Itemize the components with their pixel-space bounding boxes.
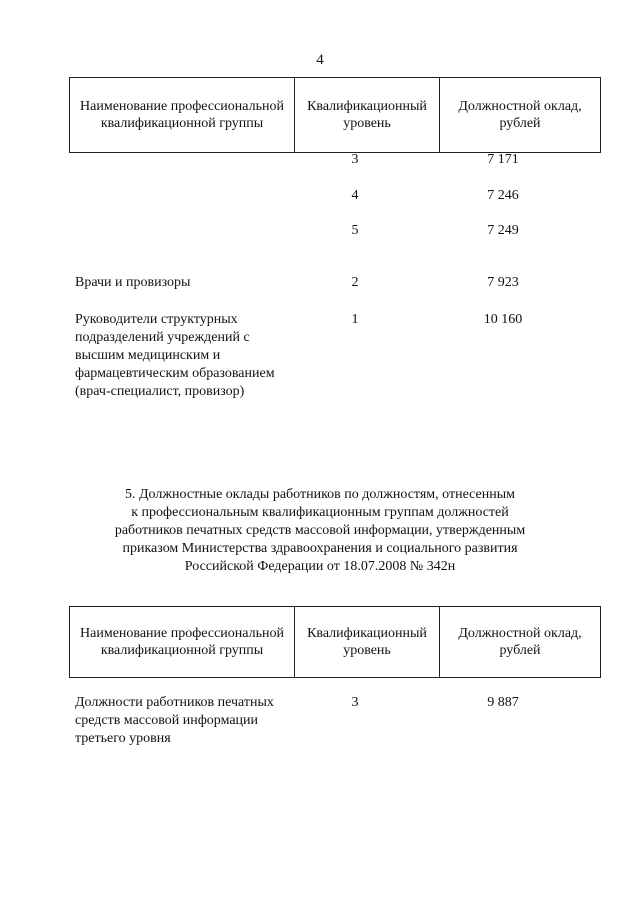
table1-header-salary: Должностной оклад, рублей <box>440 78 601 153</box>
table1-row-2-salary: 7 246 <box>487 188 519 203</box>
section-5-title-line-1: 5. Должностные оклады работников по должностям, отнесенным <box>124 487 515 502</box>
table1-row-1-salary: 7 171 <box>487 152 519 167</box>
section-5-title-line-4: приказом Министерства здравоохранения и социального развития <box>122 541 518 556</box>
table2-header-level: Квалификационный уровень <box>295 607 440 678</box>
table1-header-group: Наименование профессиональной квалификационной группы <box>70 78 295 153</box>
table1-row-4-level: 2 <box>351 275 359 290</box>
table1-row-3-level: 5 <box>351 223 359 238</box>
table2-header <box>69 606 601 678</box>
table1-row-4-salary: 7 923 <box>487 275 519 290</box>
table2-row-1-group: Должности работников печатных средств массовой информации третьего уровня <box>75 695 274 746</box>
table1-row-5-level: 1 <box>351 312 359 327</box>
table2-header-group: Наименование профессиональной квалификационной группы <box>70 607 295 678</box>
table1-header <box>69 77 601 153</box>
table1-header-level: Квалификационный уровень <box>295 78 440 153</box>
section-5-title-line-5: Российской Федерации от 18.07.2008 № 342н <box>184 559 456 574</box>
section-5-title-line-3: работников печатных средств массовой информации, утвержденным <box>114 523 526 538</box>
section-5-title <box>80 486 560 576</box>
table1-row-5-group: Руководители структурных подразделений учреждений с высшим медицинским и фармацевтическим образованием (врач-специалист, провизор) <box>75 312 275 399</box>
table1-row-3-salary: 7 249 <box>487 223 519 238</box>
table1-row-1-level: 3 <box>351 152 359 167</box>
section-5-title-line-2: к профессиональным квалификационным группам должностей <box>131 505 509 520</box>
table1-row-4-group: Врачи и провизоры <box>75 275 191 290</box>
table1-row-2-level: 4 <box>351 188 359 203</box>
table1-row-5-salary: 10 160 <box>483 312 523 327</box>
table2-header-salary: Должностной оклад, рублей <box>440 607 601 678</box>
table2-row-1-salary: 9 887 <box>487 695 519 710</box>
table2-row-1-level: 3 <box>351 695 359 710</box>
page-number: 4 <box>316 52 324 68</box>
